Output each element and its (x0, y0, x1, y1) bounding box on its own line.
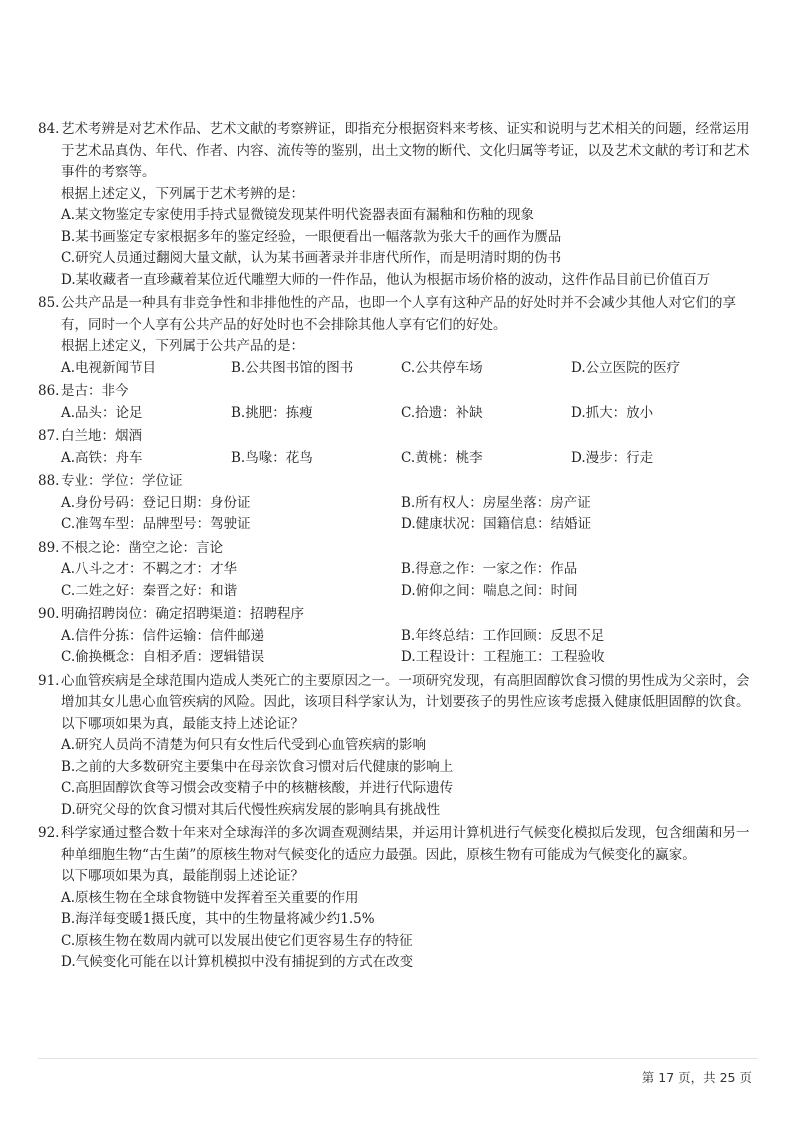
option-c: C.公共停车场 (401, 359, 483, 376)
option-b: B.年终总结：工作回顾：反思不足 (401, 627, 605, 644)
options-row (61, 581, 758, 603)
option-d: D.俯仰之间：喘息之间：时间 (401, 582, 578, 599)
options-row (61, 493, 758, 515)
question-89 (38, 538, 758, 603)
question-prompt: 根据上述定义，下列属于艺术考辨的是： (61, 185, 304, 202)
question-prompt: 以下哪项如果为真，最能支持上述论证？ (61, 715, 304, 732)
option-d: D.公立医院的医疗 (571, 359, 681, 376)
option-a: A.原核生物在全球食物链中发挥着至关重要的作用 (61, 889, 359, 906)
question-stem (38, 471, 758, 493)
question-text: 科学家通过整合数十年来对全球海洋的多次调查观测结果，并运用计算机进行气候变化模拟后发现，包含细菌和另一种单细胞生物“古生菌”的原核生物对气候变化的适应力最强。因此，原核生物有可能成为气候变化的赢家。 (61, 825, 750, 863)
question-stem (38, 426, 758, 448)
question-91 (38, 671, 758, 822)
option-a: A.身份号码：登记日期：身份证 (61, 494, 251, 511)
option-d: D.某收藏者一直珍藏着某位近代雕塑大师的一件作品，他认为根据市场价格的波动，这件作品目前已价值百万 (61, 271, 711, 288)
option-c: C.研究人员通过翻阅大量文献，认为某书画著录并非唐代所作，而是明清时期的伪书 (61, 250, 562, 266)
question-92 (38, 823, 758, 974)
options-row (61, 448, 758, 470)
question-number: 91. (38, 672, 60, 689)
option-c: C.偷换概念：自相矛盾：逻辑错误 (61, 649, 265, 665)
option-b: B.挑肥：拣瘦 (231, 404, 313, 421)
question-85 (38, 293, 758, 379)
option-d: D.抓大：放小 (571, 404, 654, 421)
options-row (61, 358, 758, 380)
option-a: A.电视新闻节目 (61, 359, 157, 376)
option-a: A.品头：论足 (61, 404, 143, 421)
question-text: 白兰地：烟酒 (61, 428, 142, 444)
question-stem (38, 538, 758, 560)
footer-divider (38, 1058, 758, 1059)
option-d: D.健康状况：国籍信息：结婚证 (401, 516, 592, 532)
question-number: 89. (38, 539, 60, 556)
option-b: B.得意之作：一家之作：作品 (401, 561, 578, 577)
option-a: A.八斗之才：不羁之才：才华 (61, 561, 238, 577)
question-number: 85. (38, 295, 60, 311)
option-c: C.二姓之好：秦晋之好：和谐 (61, 582, 238, 599)
question-90 (38, 604, 758, 669)
question-number: 86. (38, 383, 60, 399)
question-stem (38, 119, 758, 184)
option-a: A.高铁：舟车 (61, 449, 143, 466)
question-stem (38, 381, 758, 403)
options-row (61, 559, 758, 581)
option-c: C.准驾车型：品牌型号：驾驶证 (61, 516, 251, 532)
question-text: 公共产品是一种具有非竞争性和非排他性的产品，也即一个人享有这种产品的好处时并不会减少其他人对它们的享有，同时一个人享有公共产品的好处时也不会排除其他人享有它们的好处。 (61, 295, 736, 333)
question-number: 88. (38, 473, 60, 489)
option-d: D.气候变化可能在以计算机模拟中没有捕捉到的方式在改变 (61, 954, 414, 970)
option-c: C.黄桃：桃李 (401, 449, 483, 466)
question-text: 是古：非今 (61, 383, 129, 399)
option-b: B.公共图书馆的图书 (231, 359, 354, 376)
question-list (38, 119, 758, 976)
option-b: B.鸟喙：花鸟 (231, 449, 313, 466)
option-d: D.研究父母的饮食习惯对其后代慢性疾病发展的影响具有挑战性 (61, 801, 441, 818)
option-d: D.工程设计：工程施工：工程验收 (401, 649, 605, 665)
question-stem (38, 671, 758, 714)
question-prompt: 以下哪项如果为真，最能削弱上述论证？ (61, 868, 304, 884)
question-text: 不根之论：凿空之论：言论 (61, 539, 223, 556)
question-stem (38, 293, 758, 336)
option-c: C.原核生物在数周内就可以发展出使它们更容易生存的特征 (61, 932, 413, 949)
options-row (61, 403, 758, 425)
question-stem (38, 604, 758, 626)
question-number: 90. (38, 606, 60, 622)
question-text: 专业：学位：学位证 (61, 473, 183, 489)
option-c: C.拾遗：补缺 (401, 404, 483, 421)
page-number: 第 17 页，共 25 页 (641, 1070, 752, 1085)
question-84 (38, 119, 758, 291)
option-b: B.某书画鉴定专家根据多年的鉴定经验，一眼便看出一幅落款为张大千的画作为赝品 (61, 228, 562, 245)
question-text: 明确招聘岗位：确定招聘渠道：招聘程序 (61, 606, 304, 622)
options-row (61, 647, 758, 669)
question-88 (38, 471, 758, 536)
question-number: 84. (38, 121, 60, 137)
option-b: B.海洋每变暖1摄氏度，其中的生物量将减少约1.5% (61, 911, 375, 927)
option-d: D.漫步：行走 (571, 449, 654, 466)
option-a: A.某文物鉴定专家使用手持式显微镜发现某件明代瓷器表面有漏釉和伤釉的现象 (61, 207, 535, 223)
question-86 (38, 381, 758, 424)
option-b: B.所有权人：房屋坐落：房产证 (401, 494, 591, 511)
option-c: C.高胆固醇饮食等习惯会改变精子中的核糖核酸，并进行代际遗传 (61, 780, 454, 796)
options-row (61, 514, 758, 536)
question-number: 92. (38, 825, 60, 841)
question-prompt: 根据上述定义，下列属于公共产品的是： (61, 338, 304, 354)
options-row (61, 626, 758, 648)
option-a: A.研究人员尚不清楚为何只有女性后代受到心血管疾病的影响 (61, 737, 427, 753)
question-stem (38, 823, 758, 866)
question-text: 心血管疾病是全球范围内造成人类死亡的主要原因之一。一项研究发现，有高胆固醇饮食习惯的男性成为父亲时，会增加其女儿患心血管疾病的风险。因此，该项目科学家认为，计划要孩子的男性应该考虑摄入健康低胆固醇的饮食。 (61, 672, 750, 710)
question-87 (38, 426, 758, 469)
option-a: A.信件分拣：信件运输：信件邮递 (61, 627, 265, 644)
question-number: 87. (38, 428, 60, 444)
option-b: B.之前的大多数研究主要集中在母亲饮食习惯对后代健康的影响上 (61, 758, 454, 775)
question-text: 艺术考辨是对艺术作品、艺术文献的考察辨证，即指充分根据资料来考核、证实和说明与艺术相关的问题，经常运用于艺术品真伪、年代、作者、内容、流传等的鉴别，出土文物的断代、文化归属等考证，以及艺术文献的考订和艺术事件的考察等。 (61, 121, 750, 180)
